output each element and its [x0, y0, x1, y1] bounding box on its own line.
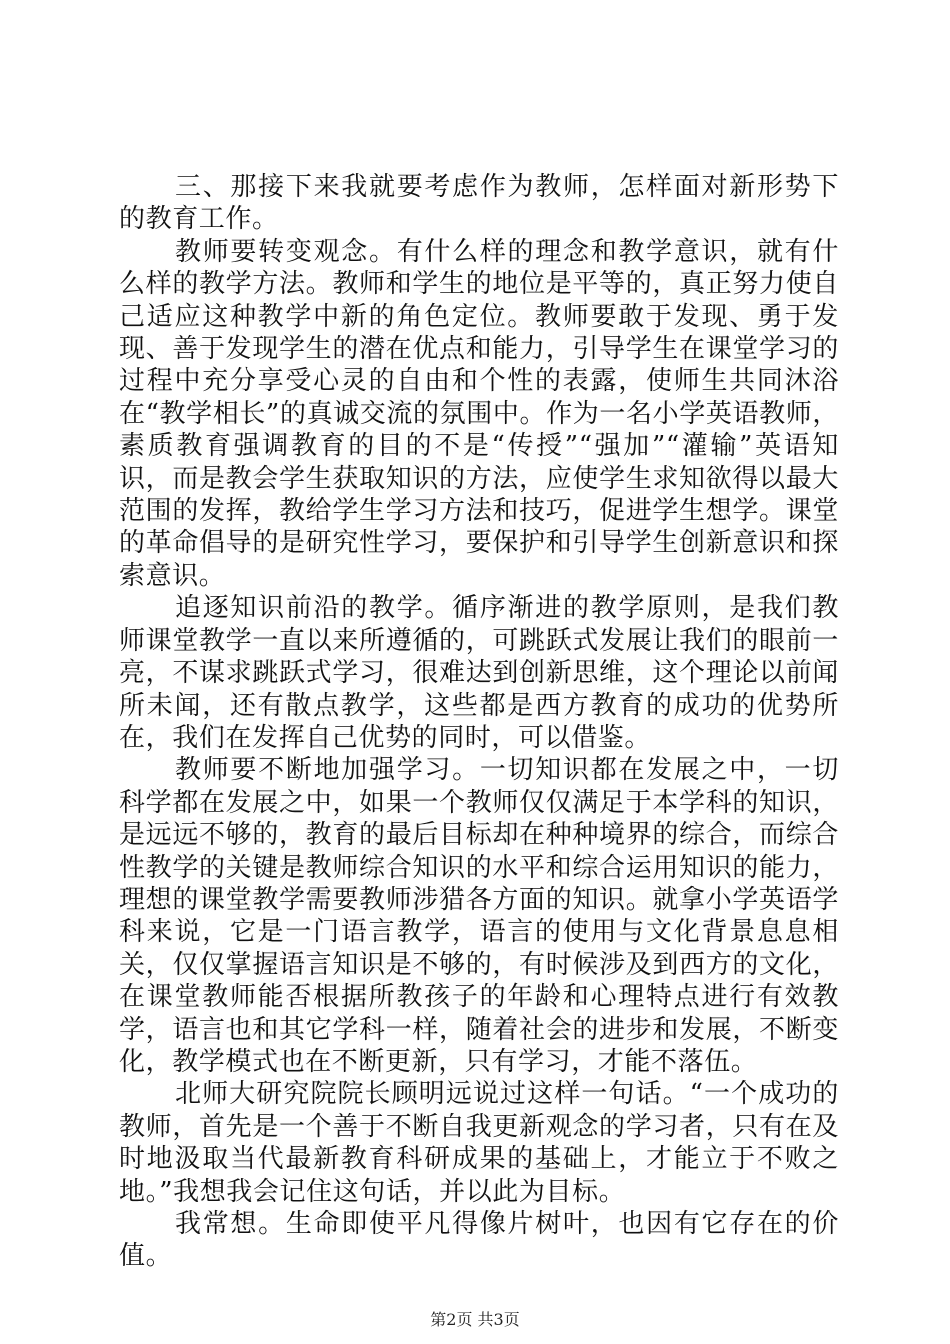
paragraph-1: 三、那接下来我就要考虑作为教师，怎样面对新形势下的教育工作。	[119, 172, 839, 235]
paragraph-6: 我常想。生命即使平凡得像片树叶，也因有它存在的价值。	[119, 1209, 839, 1272]
document-body	[119, 171, 839, 1273]
paragraph-5: 北师大研究院院长顾明远说过这样一句话。“一个成功的教师，首先是一个善于不断自我更新观念的学习者，只有在及时地汲取当代最新教育科研成果的基础上，才能立于不败之地。”我想我会记住这句话，并以此为目标。	[119, 1079, 839, 1207]
paragraph-3: 追逐知识前沿的教学。循序渐进的教学原则，是我们教师课堂教学一直以来所遵循的，可跳跃式发展让我们的眼前一亮，不谋求跳跃式学习，很难达到创新思维，这个理论以前闻所未闻，还有散点教学，这些都是西方教育的成功的优势所在，我们在发挥自己优势的同时，可以借鉴。	[119, 593, 839, 753]
page-footer: 第2页 共3页	[430, 1310, 520, 1329]
paragraph-2: 教师要转变观念。有什么样的理念和教学意识，就有什么样的教学方法。教师和学生的地位是平等的，真正努力使自己适应这种教学中新的角色定位。教师要敢于发现、勇于发现、善于发现学生的潜在优点和能力，引导学生在课堂学习的过程中充分享受心灵的自由和个性的表露，使师生共同沐浴在“教学相长”的真诚交流的氛围中。作为一名小学英语教师，素质教育强调教育的目的不是“传授”“强加”“灌输”英语知识，而是教会学生获取知识的方法，应使学生求知欲得以最大范围的发挥，教给学生学习方法和技巧，促进学生想学。课堂的革命倡导的是研究性学习，要保护和引导学生创新意识和探索意识。	[119, 236, 839, 591]
paragraph-4: 教师要不断地加强学习。一切知识都在发展之中，一切科学都在发展之中，如果一个教师仅仅满足于本学科的知识，是远远不够的，教育的最后目标却在种种境界的综合，而综合性教学的关键是教师综合知识的水平和综合运用知识的能力，理想的课堂教学需要教师涉猎各方面的知识。就拿小学英语学科来说，它是一门语言教学，语言的使用与文化背景息息相关，仅仅掌握语言知识是不够的，有时候涉及到西方的文化，在课堂教师能否根据所教孩子的年龄和心理特点进行有效教学，语言也和其它学科一样，随着社会的进步和发展，不断变化，教学模式也在不断更新，只有学习，才能不落伍。	[119, 755, 839, 1077]
